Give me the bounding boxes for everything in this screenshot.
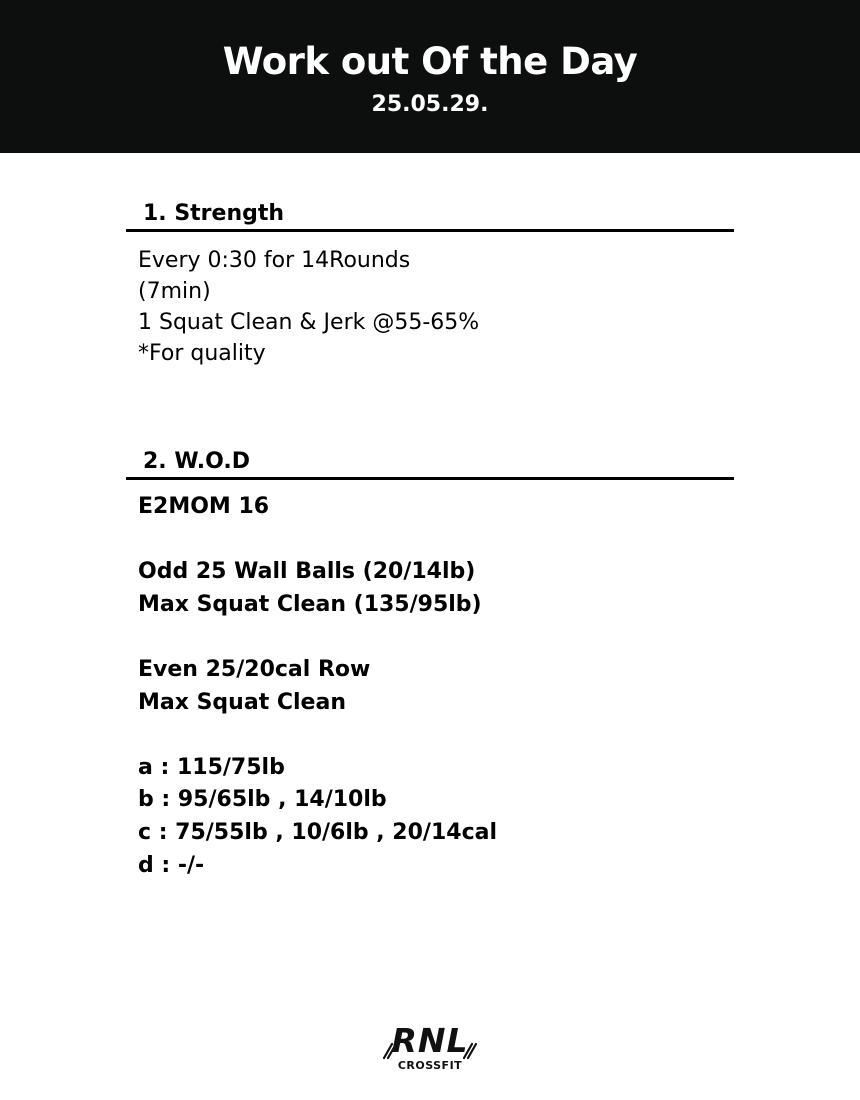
strength-section [126,199,734,369]
wod-line: E2MOM 16 [138,494,270,519]
workout-date: 25.05.29. [371,92,489,117]
logo-subtitle: CROSSFIT [397,1059,463,1072]
wod-blank-line [138,621,734,654]
wod-line: Even 25/20cal Row [138,656,371,682]
wod-blank-line [138,524,734,557]
wod-scale-line: d : -/- [138,852,205,878]
wod-scale-line: b : 95/65lb , 14/10lb [138,787,387,813]
wod-heading: 2. W.O.D [143,449,250,474]
strength-divider [126,229,734,232]
wod-scale-line: a : 115/75lb [138,754,285,780]
strength-heading: 1. Strength [143,201,285,226]
logo-wordmark: RNL [391,1021,469,1060]
wod-line: Odd 25 Wall Balls (20/14lb) [138,559,476,585]
wod-body [126,491,734,882]
wod-line: Max Squat Clean (135/95lb) [138,591,482,617]
wod-divider [126,477,734,480]
strength-line: 1 Squat Clean & Jerk @55-65% [138,310,480,335]
header-banner [0,0,860,153]
strength-line: (7min) [138,279,211,304]
brand-logo [380,1021,480,1076]
wod-section [126,447,734,882]
wod-blank-line [138,719,734,752]
page-title: Work out Of the Day [222,40,638,83]
wod-line: Max Squat Clean [138,689,346,715]
wod-scale-line: c : 75/55lb , 10/6lb , 20/14cal [138,819,498,845]
strength-body [126,245,734,369]
strength-line: *For quality [138,341,266,366]
strength-line: Every 0:30 for 14Rounds [138,248,411,273]
